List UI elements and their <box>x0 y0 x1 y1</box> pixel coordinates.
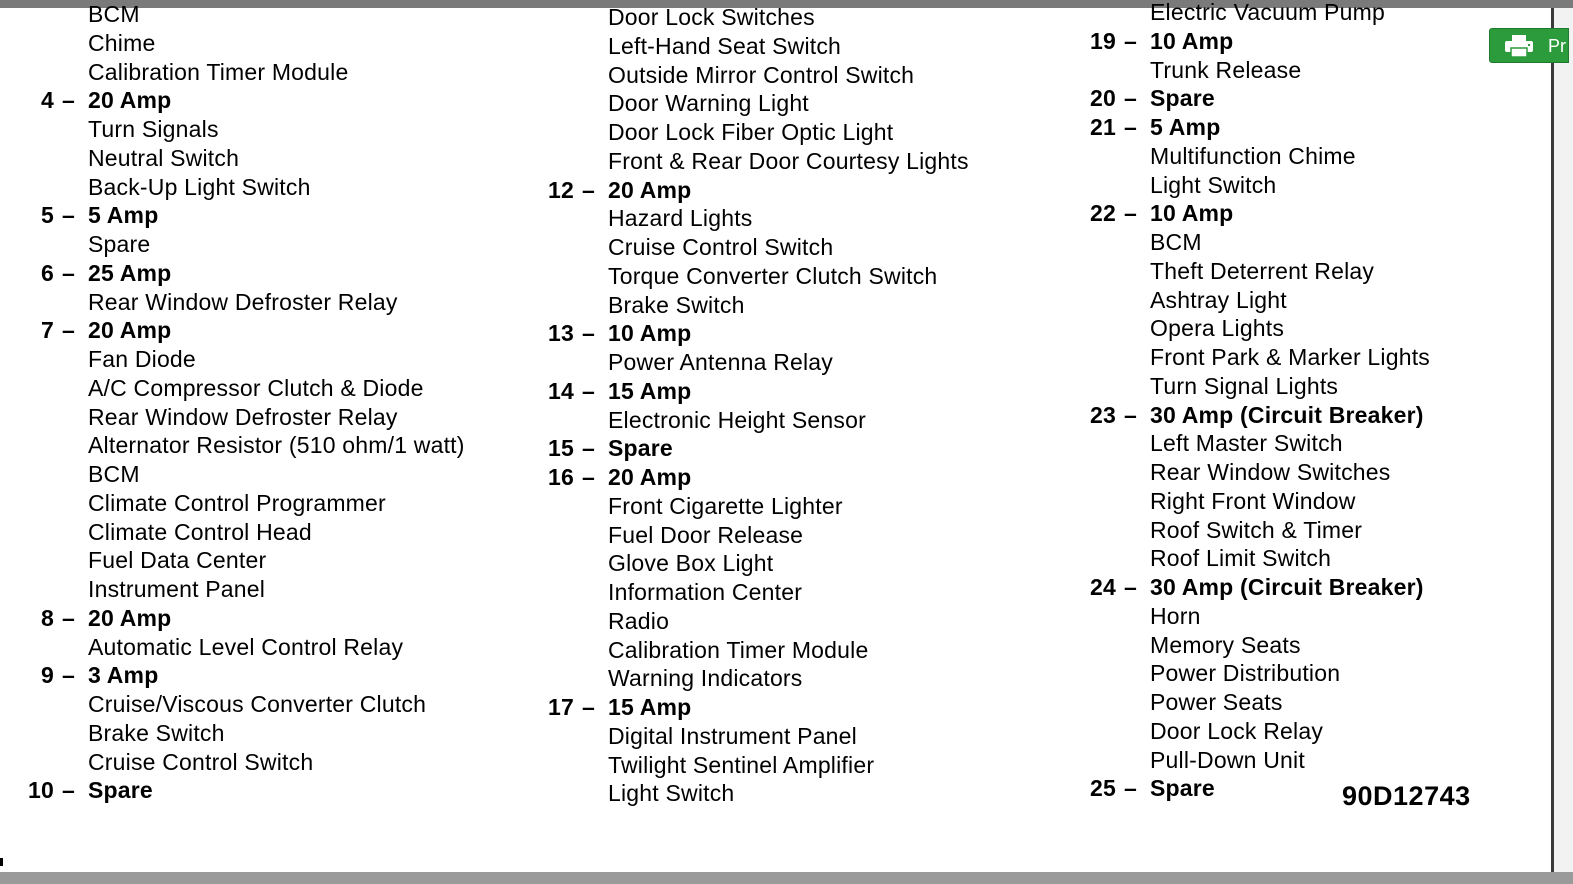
fuse-number: 25 <box>1090 775 1116 802</box>
fuse-dash: – <box>582 176 595 203</box>
circuit-name: Fuel Data Center <box>88 547 267 574</box>
circuit-name: Ashtray Light <box>1150 286 1287 313</box>
circuit-name: Door Lock Switches <box>608 4 815 30</box>
fuse-dash: – <box>1124 574 1137 600</box>
fuse-number: 5 <box>41 202 54 229</box>
fuse-number: 9 <box>41 662 54 689</box>
circuit-name: Door Lock Relay <box>1150 717 1324 744</box>
fuse-dash: – <box>62 202 75 229</box>
fuse-rating: 20 Amp <box>88 604 172 631</box>
circuit-name: Rear Window Switches <box>1150 459 1391 485</box>
fuse-rating: 5 Amp <box>1150 114 1221 140</box>
circuit-name: Spare <box>88 231 151 257</box>
circuit-name: Calibration Timer Module <box>608 636 869 663</box>
circuit-name: Light Switch <box>1150 171 1277 198</box>
circuit-name: Multifunction Chime <box>1150 142 1356 169</box>
corner-mark <box>0 858 3 866</box>
circuit-name: Information Center <box>608 579 803 605</box>
circuit-name: Automatic Level Control Relay <box>88 633 404 660</box>
bottom-border <box>0 872 1573 884</box>
circuit-name: Front Cigarette Lighter <box>608 492 843 519</box>
figure-code: 90D12743 <box>1342 781 1471 811</box>
fuse-number: 16 <box>548 464 574 490</box>
fuse-number: 6 <box>41 259 54 286</box>
circuit-name: Memory Seats <box>1150 631 1301 658</box>
circuit-name: Fan Diode <box>88 346 196 372</box>
fuse-dash: – <box>1124 200 1137 227</box>
fuse-number: 15 <box>548 435 574 462</box>
fuse-dash: – <box>582 377 595 404</box>
fuse-number: 24 <box>1090 574 1116 600</box>
circuit-name: Climate Control Programmer <box>88 489 386 516</box>
fuse-number: 23 <box>1090 401 1116 428</box>
circuit-name: Digital Instrument Panel <box>608 722 857 749</box>
circuit-name: Electronic Height Sensor <box>608 406 866 433</box>
fuse-dash: – <box>582 464 595 490</box>
circuit-name: Brake Switch <box>608 291 745 318</box>
fuse-number: 17 <box>548 694 574 720</box>
circuit-name: Back-Up Light Switch <box>88 173 311 200</box>
fuse-rating: 20 Amp <box>88 87 172 114</box>
circuit-name: Left Master Switch <box>1150 430 1343 457</box>
circuit-name: Cruise/Viscous Converter Clutch <box>88 691 427 717</box>
circuit-name: Front & Rear Door Courtesy Lights <box>608 147 969 174</box>
circuit-name: Theft Deterrent Relay <box>1150 257 1375 284</box>
fuse-rating: 3 Amp <box>88 662 159 689</box>
circuit-name: Trunk Release <box>1150 56 1302 83</box>
fuse-number: 22 <box>1090 200 1116 227</box>
print-button-label: Pr <box>1548 36 1566 56</box>
circuit-name: Chime <box>88 29 156 56</box>
fuse-rating: 15 Amp <box>608 694 692 720</box>
fuse-number: 19 <box>1090 27 1116 54</box>
circuit-name: Instrument Panel <box>88 576 266 602</box>
fuse-rating: 30 Amp (Circuit Breaker) <box>1150 574 1424 600</box>
fuse-rating: Spare <box>1150 85 1215 112</box>
fuse-rating: 20 Amp <box>608 464 692 490</box>
fuse-dash: – <box>62 604 75 631</box>
fuse-dash: – <box>582 694 595 720</box>
circuit-name: Roof Switch & Timer <box>1150 516 1363 543</box>
circuit-name: Left-Hand Seat Switch <box>608 32 842 59</box>
fuse-number: 7 <box>41 317 54 344</box>
circuit-name: Glove Box Light <box>608 550 774 577</box>
circuit-name: BCM <box>1150 229 1202 255</box>
circuit-name: Power Distribution <box>1150 660 1341 687</box>
circuit-name: Cruise Control Switch <box>88 748 314 775</box>
fuse-rating: 20 Amp <box>608 176 692 203</box>
circuit-name: Warning Indicators <box>608 665 803 692</box>
fuse-rating: Spare <box>88 777 153 804</box>
circuit-name: Roof Limit Switch <box>1150 545 1332 572</box>
fuse-dash: – <box>582 320 595 347</box>
fuse-dash: – <box>1124 775 1137 802</box>
fuse-rating: 25 Amp <box>88 259 172 286</box>
circuit-name: A/C Compressor Clutch & Diode <box>88 374 424 401</box>
fuse-rating: 10 Amp <box>608 320 692 347</box>
circuit-name: Rear Window Defroster Relay <box>88 403 398 430</box>
circuit-name: Alternator Resistor (510 ohm/1 watt) <box>88 432 465 459</box>
print-button[interactable] <box>1489 28 1569 63</box>
circuit-name: Power Seats <box>1150 689 1283 715</box>
circuit-name: Cruise Control Switch <box>608 234 834 260</box>
fuse-dash: – <box>62 777 75 804</box>
fuse-dash: – <box>1124 401 1137 428</box>
circuit-name: Torque Converter Clutch Switch <box>608 262 938 289</box>
circuit-name: Turn Signals <box>88 116 219 142</box>
fuse-dash: – <box>1124 27 1137 54</box>
fuse-dash: – <box>62 259 75 286</box>
circuit-name: BCM <box>88 461 140 487</box>
fuse-rating: 30 Amp (Circuit Breaker) <box>1150 401 1424 428</box>
circuit-name: Hazard Lights <box>608 205 753 232</box>
fuse-rating: Spare <box>1150 775 1215 802</box>
fuse-number: 10 <box>28 777 54 804</box>
circuit-name: Pull-Down Unit <box>1150 746 1305 773</box>
circuit-name: Electric Vacuum Pump <box>1150 0 1385 25</box>
fuse-dash: – <box>582 435 595 462</box>
circuit-name: Right Front Window <box>1150 487 1356 514</box>
fuse-rating: Spare <box>608 435 673 462</box>
fuse-rating: 10 Amp <box>1150 200 1234 227</box>
fuse-dash: – <box>62 317 75 344</box>
fuse-number: 8 <box>41 604 54 631</box>
fuse-rating: 15 Amp <box>608 377 692 404</box>
fuse-number: 4 <box>41 87 54 114</box>
circuit-name: Door Lock Fiber Optic Light <box>608 119 894 145</box>
circuit-name: Outside Mirror Control Switch <box>608 61 915 88</box>
circuit-name: Turn Signal Lights <box>1150 372 1339 399</box>
circuit-name: BCM <box>88 1 140 27</box>
circuit-name: Neutral Switch <box>88 144 240 171</box>
scroll-gutter <box>1554 8 1573 872</box>
circuit-name: Climate Control Head <box>88 518 312 545</box>
circuit-name: Light Switch <box>608 780 735 807</box>
fuse-dash: – <box>1124 114 1137 140</box>
circuit-name: Calibration Timer Module <box>88 58 349 85</box>
circuit-name: Horn <box>1150 602 1201 629</box>
circuit-name: Door Warning Light <box>608 90 809 117</box>
fuse-dash: – <box>1124 85 1137 112</box>
fuse-number: 13 <box>548 320 574 347</box>
circuit-name: Brake Switch <box>88 719 225 746</box>
fuse-number: 14 <box>548 377 574 404</box>
fuse-dash: – <box>62 662 75 689</box>
circuit-name: Power Antenna Relay <box>608 349 833 375</box>
fuse-number: 12 <box>548 176 574 203</box>
circuit-name: Front Park & Marker Lights <box>1150 344 1431 370</box>
fuse-rating: 20 Amp <box>88 317 172 344</box>
fuse-rating: 5 Amp <box>88 202 159 229</box>
fuse-number: 20 <box>1090 85 1116 112</box>
circuit-name: Twilight Sentinel Amplifier <box>608 751 875 778</box>
printer-icon <box>1504 35 1534 57</box>
fuse-rating: 10 Amp <box>1150 27 1234 54</box>
circuit-name: Fuel Door Release <box>608 521 804 548</box>
circuit-name: Rear Window Defroster Relay <box>88 288 398 315</box>
fuse-number: 21 <box>1090 114 1116 140</box>
circuit-name: Radio <box>608 607 670 634</box>
fuse-dash: – <box>62 87 75 114</box>
circuit-name: Opera Lights <box>1150 315 1285 342</box>
